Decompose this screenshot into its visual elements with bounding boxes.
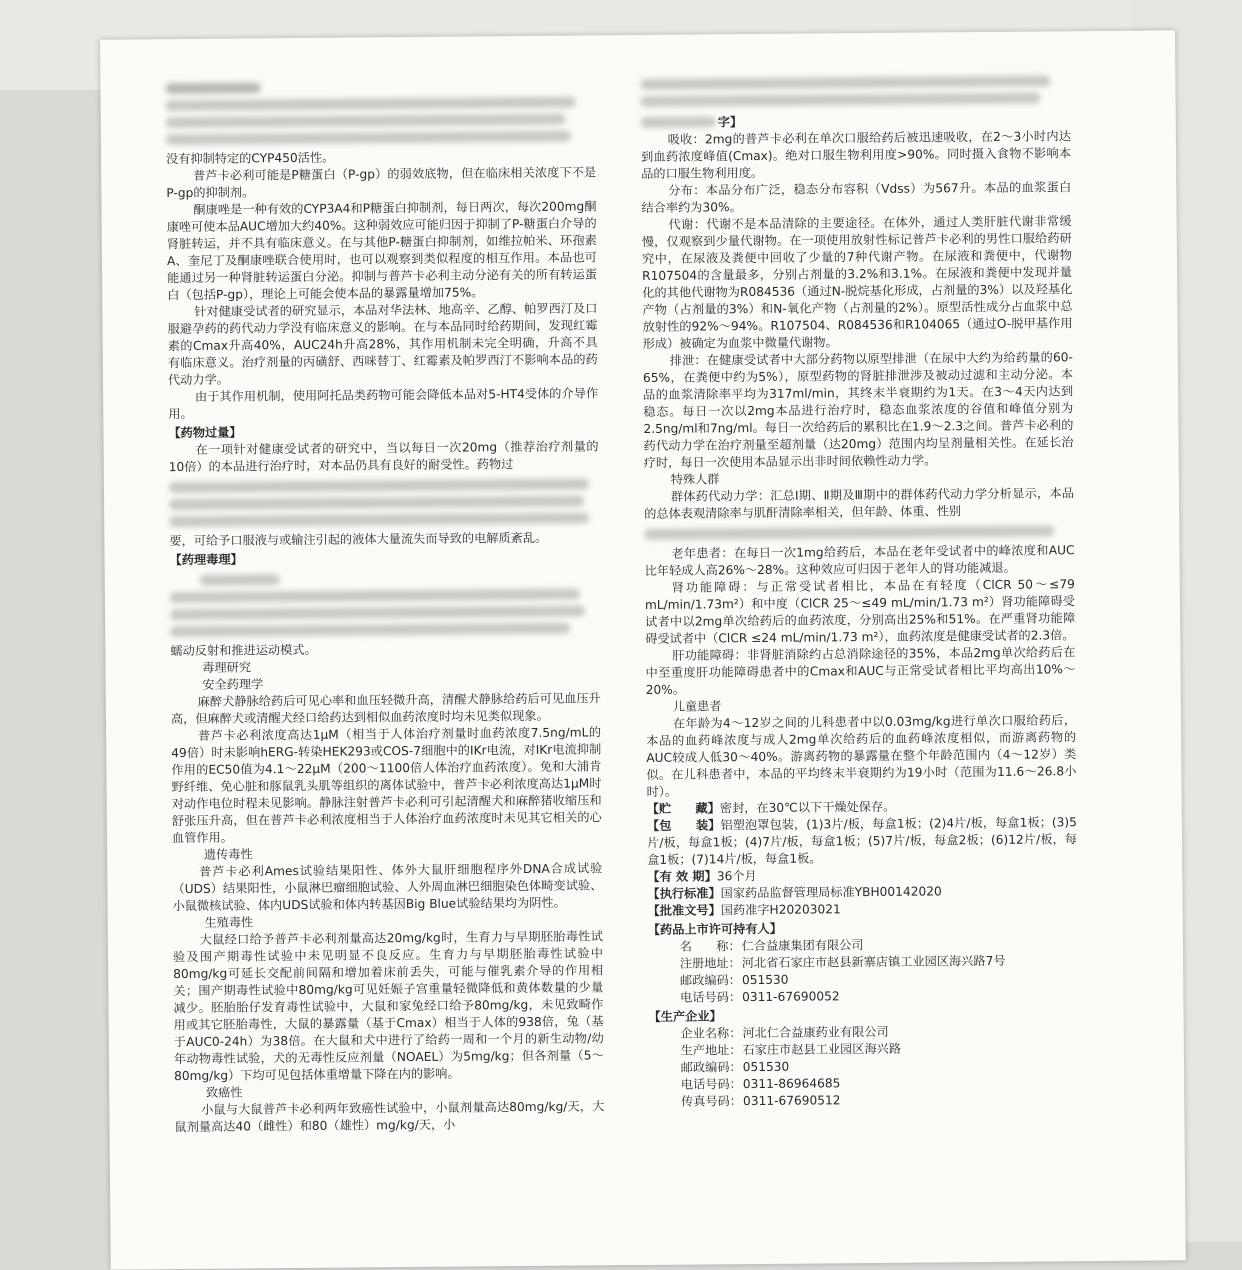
genotoxicity-heading: 遗传毒性	[203, 847, 253, 862]
interaction-paragraph: 没有抑制特定的CYP450活性。	[166, 150, 335, 167]
reproductive-toxicity-heading: 生殖毒性	[204, 915, 254, 930]
safety-paragraph: 普芦卡必利浓度高达1μM（相当于人体治疗剂量时血药浓度7.5ng/mL的49倍）时未影响hERG-转染HEK293或COS-7细胞中的IKr电流，对IKr电流抑制作用的EC50值为4.1～22μM（200～1100倍人体治疗血药浓度）。免和大浦肯野纤维、免心脏和豚鼠乳头肌等组织的离体试验中，普芦卡必利浓度高达1μM时对动作电位时程未见影响。静脉注射普芦卡必利可引起清醒犬和麻醉猪收缩压和舒张压升高，但在普芦卡必利浓度相当于人体治疗血药浓度时未见其它相关的心血管作用。	[171, 725, 602, 846]
manufacturer-heading: 【生产企业】	[648, 1009, 722, 1024]
blurred-line	[166, 97, 576, 112]
blurred-heading	[641, 116, 716, 128]
blurred-line	[166, 131, 571, 146]
section-heading-pharmacology: 【药理毒理】	[169, 552, 243, 568]
manufacturer-block	[649, 1022, 1080, 1111]
package-row	[647, 814, 1077, 869]
approval-row	[648, 899, 1078, 920]
manufacturer-value: 石家庄市赵县工业园区海兴路	[742, 1041, 902, 1058]
blurred-line	[170, 589, 580, 604]
carcinogenicity-paragraph: 小鼠与大鼠普芦卡必利两年致癌性试验中，小鼠剂量高达80mg/kg/天，大鼠剂量高达40（雌性）和80（雄性）mg/kg/天，小	[174, 1099, 605, 1135]
absorption-paragraph: 吸收：2mg的普芦卡必利在单次口服给药后被迅速吸收，在2～3小时内达到血药浓度峰值(Cmax)。绝对口服生物利用度>90%。同时摄入食物不影响本品的口服生物利用度。	[641, 129, 1072, 181]
renal-impairment-paragraph: 肾功能障碍：与正常受试者相比，本品在有轻度（ClCR 50～≤79 mL/min/1.73m²）和中度（ClCR 25～≤49 mL/min/1.73 m²）肾功能障碍受试者中以2mg单次给药后的血药浓度，分别高出25%和51%。在严重肾功能障碍受试者中（ClCR ≤24 mL/min/1.73 m²），血药浓度是健康受试者的2.3倍。	[644, 577, 1076, 646]
manufacturer-key: 邮政编码：	[680, 1060, 742, 1075]
safety-paragraph: 麻醉犬静脉给药后可见心率和血压轻微升高，清醒犬静脉给药后可见血压升高，但麻醉犬或清醒犬经口给药达到相似血药浓度时均未见类似现象。	[170, 691, 601, 727]
package-label: 【包 装】	[646, 818, 721, 833]
mah-value: 0311-67690052	[742, 989, 840, 1005]
manufacturer-key: 传真号码：	[680, 1094, 743, 1109]
overdose-paragraph: 在一项针对健康受试者的研究中，当以每日一次20mg（推荐治疗剂量的10倍）的本品进行治疗时，对本品仍具有良好的耐受性。药物过	[168, 439, 599, 475]
blurred-line	[644, 525, 1054, 540]
hepatic-impairment-paragraph: 肝功能障碍：非肾脏消除约占总消除途径的35%，本品2mg单次给药后在中至重度肝功能障碍患者中的Cmax和AUC与正常受试者相比平均高出10%～20%。	[645, 645, 1076, 697]
validity-value: 36个月	[716, 868, 757, 884]
interaction-paragraph: 酮康唑是一种有效的CYP3A4和P糖蛋白抑制剂，每日两次，每次200mg酮康唑可使本品AUC增加大约40%。这种弱效应可能归因于抑制了P-糖蛋白介导的肾脏转运，并不具有临床意义。在与其他P-糖蛋白抑制剂，如维拉帕米、环孢素A、奎尼丁及酮康唑联合使用时，也可以观察到类似程度的相互作用。本品也可能通过另一种肾脏转运蛋白分泌。抑制与普芦卡必利主动分泌有关的所有转运蛋白（包括P-gp），理论上可能会使本品的暴露量增加75%。	[166, 199, 598, 303]
genotoxicity-paragraph: 普芦卡必利Ames试验结果阳性、体外大鼠肝细胞程序外DNA合成试验（UDS）结果阳性，小鼠淋巴瘤细胞试验、人外周血淋巴细胞染色体畸变试验、小鼠微核试验、体内UDS试验和体内转基因Big Blue试验结果均为阴性。	[172, 861, 603, 914]
standard-value: 国家药品监督管理局标准YBH00142020	[720, 884, 942, 901]
standard-label: 【执行标准】	[647, 886, 721, 901]
mah-value: 仁合益康集团有限公司	[741, 938, 864, 954]
mah-key: 名 称：	[679, 939, 741, 954]
distribution-paragraph: 分布：本品分布广泛，稳态分布容积（Vdss）为567升。本品的血浆蛋白结合率约为30%。	[641, 180, 1072, 215]
manufacturer-value: 0311-67690512	[742, 1093, 841, 1109]
pediatric-heading: 儿童患者	[672, 699, 722, 714]
interaction-paragraph: 针对健康受试者的研究显示，本品对华法林、地高辛、乙醇、帕罗西汀及口服避孕药的药代动力学没有临床意义的影响。在与本品同时给药期间，发现红霉素的Cmax升高40%，AUC24h升高28%，其作用机制未完全明确，升高不具有临床意义。治疗剂量的丙磺舒、西咪替丁、红霉素及帕罗西汀不影响本品的药代动力学。	[167, 301, 598, 388]
blurred-line	[166, 114, 566, 128]
storage-value: 密封，在30℃以下干燥处保存。	[719, 799, 896, 816]
package-value: 铝塑泡罩包装，(1)3片/板，每盒1板；(2)4片/板，每盒1板；(3)5片/板，每盒1板；(4)7片/板，每盒1板；(5)7片/板，每盒2板；(6)12片/板，每盒1板；(7)14片/板，每盒1板。	[646, 815, 1078, 867]
mah-value: 河北省石家庄市赵县新寨店镇工业园区海兴路7号	[741, 953, 1006, 971]
blurred-line	[170, 623, 570, 637]
pediatric-paragraph: 在年龄为4～12岁之间的儿科患者中以0.03mg/kg进行单次口服给药后，本品的血药峰浓度与成人2mg单次给药后的血药峰浓度相似，而游离药物的AUC较成人低30～40%。游离药物的暴露量在整个年龄范围内（4～12岁）类似。在儿科患者中，本品的平均终末半衰期约为19小时（范围为11.6～26.8小时）。	[646, 713, 1077, 799]
safety-pharmacology-heading: 安全药理学	[202, 677, 264, 692]
manufacturer-row	[681, 1090, 1079, 1110]
blurred-line	[640, 75, 1050, 90]
population-pk-paragraph: 群体药代动力学：汇总Ⅰ期、Ⅱ期及Ⅲ期中的群体药代动力学分析显示，本品的总体表观清除率与肌酐清除率相关，但年龄、体重、性别	[644, 486, 1075, 521]
manufacturer-key: 电话号码：	[680, 1077, 742, 1092]
blurred-line	[169, 495, 584, 510]
blurred-line	[170, 605, 585, 620]
elderly-paragraph: 老年患者：在每日一次1mg给药后，本品在老年受试者中的峰浓度和AUC比年轻成人高26%～28%。这种效应可归因于老年人的肾功能减退。	[644, 543, 1075, 578]
validity-label: 【有 效 期】	[647, 869, 717, 884]
section-heading-pharmacokinetics: 字】	[717, 115, 743, 130]
blurred-line	[169, 512, 589, 527]
carcinogenicity-heading: 致癌性	[205, 1085, 243, 1100]
manufacturer-key: 企业名称：	[680, 1026, 742, 1041]
pharmacology-tail: 蠕动反射和推进运动模式。	[170, 642, 317, 659]
right-column	[640, 69, 1079, 1111]
storage-label: 【贮 藏】	[646, 801, 720, 816]
excretion-paragraph: 排泄：在健康受试者中大部分药物以原型排泄（在尿中大约为给药量的60-65%，在粪便中约为5%），原型药物的肾脏排泄涉及被动过滤和主动分泌。本品的血浆清除率平均为317ml/min，其终末半衰期约为1天。在3～4天内达到稳态。每日一次以2mg本品进行治疗时，稳态血浆浓度的谷值和峰值分别为2.5ng/ml和7ng/ml。每日一次给药后的累积比在1.9～2.3之间。普芦卡必利的药代动力学在治疗剂量至超剂量（达20mg）范围内均呈剂量相关性。在延长治疗时，每日一次使用本品显示出非时间依赖性动力学。	[642, 350, 1074, 470]
manufacturer-value: 051530	[742, 1059, 790, 1075]
mah-row	[680, 986, 1078, 1006]
approval-label: 【批准文号】	[647, 903, 721, 918]
mah-key: 电话号码：	[680, 990, 742, 1005]
blurred-line	[200, 574, 280, 586]
mah-key: 注册地址：	[679, 956, 741, 971]
special-populations-heading: 特殊人群	[670, 472, 720, 487]
manufacturer-key: 生产地址：	[680, 1043, 742, 1058]
blurred-line	[169, 478, 589, 493]
interaction-paragraph: 由于其作用机制，使用阿托品类药物可能会降低本品对5-HT4受体的介导作用。	[168, 386, 599, 422]
blurred-line	[641, 92, 1041, 106]
mah-value: 051530	[741, 972, 789, 988]
approval-value: 国药准字H20203021	[720, 902, 841, 918]
leaflet-paper	[100, 30, 1186, 1269]
mah-block	[648, 935, 1079, 1007]
manufacturer-value: 0311-86964685	[742, 1076, 841, 1092]
metabolism-paragraph: 代谢：代谢不是本品清除的主要途径。在体外，通过人类肝脏代谢非常缓慢，仅观察到少量代谢物。在一项使用放射性标记普芦卡必利的男性口服给药研究中，在尿液及粪便中回收了少量的7种代谢产物。在尿液和粪便中，代谢物R107504的含量最多，分别占剂量的3.2%和3.1%。在尿液和粪便中发现并量化的其他代谢物为R084536（通过N-脱烷基化形成，占剂量的3%）以及羟基化产物（占剂量的3%）和N-氧化产物（占剂量的2%）。原型活性成分占血浆中总放射性的92%～94%。R107504、R084536和R104065（通过O-脱甲基作用形成）被确定为血浆中微量代谢物。	[641, 214, 1073, 351]
blurred-heading	[165, 82, 260, 94]
manufacturer-value: 河北仁合益康药业有限公司	[742, 1024, 889, 1041]
left-column	[165, 73, 604, 1136]
overdose-paragraph-tail: 要，可给予口服液与或输注引起的液体大量流失而导致的电解质紊乱。	[169, 530, 548, 549]
section-heading-overdose: 【药物过量】	[168, 425, 242, 441]
mah-key: 邮政编码：	[679, 973, 741, 988]
reproductive-toxicity-paragraph: 大鼠经口给予普芦卡必利剂量高达20mg/kg时，生育力与早期胚胎毒性试验及围产期毒性试验中未见明显不良反应。生育力与早期胚胎毒性试验中80mg/kg可延长交配前间隔和增加着床前丢失，可能与催乳素介导的作用相关；围产期毒性试验中80mg/kg可见妊娠子宫重量轻微降低和黄体数量的少量减少。胚胎胎仔发育毒性试验中，大鼠和家兔经口给予80mg/kg，未见致畸作用或其它胚胎毒性，大鼠的暴露量（基于Cmax）相当于人体的938倍，兔（基于AUC0-24h）为38倍。在大鼠和犬中进行了给药一周和一个月的新生动物/幼年动物毒性试验，犬的无毒性反应剂量（NOAEL）为5mg/kg；但各剂量（5～80mg/kg）下均可见包括体重增量下降在内的影响。	[172, 929, 604, 1084]
mah-heading: 【药品上市许可持有人】	[647, 921, 782, 937]
interaction-paragraph: 普芦卡必利可能是P糖蛋白（P-gp）的弱效底物，但在临床相关浓度下不是P-gp的抑制剂。	[166, 165, 597, 201]
toxicology-heading: 毒理研究	[202, 660, 252, 675]
